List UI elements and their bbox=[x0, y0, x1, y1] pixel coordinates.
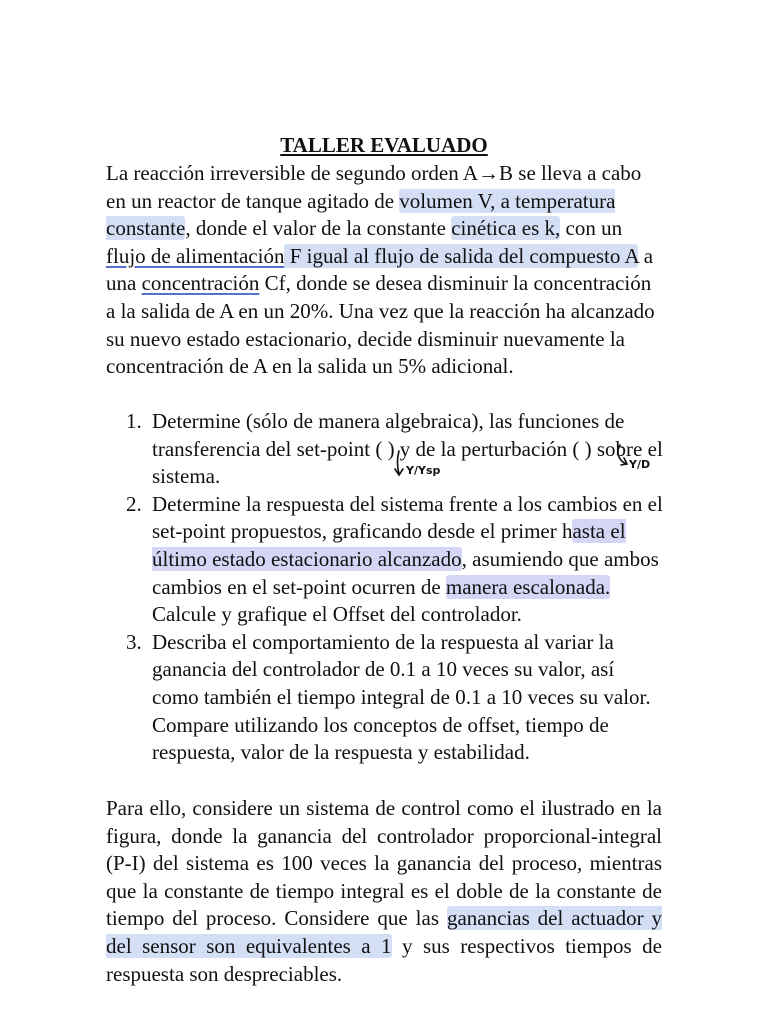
intro-highlight-volume: volumen V, a temperatura constante bbox=[106, 188, 616, 241]
intro-text-5: Cf, donde se desea disminuir la concentración a la salida de A en un 20%. Una vez que la reacción ha alcanzado su nuevo estado estacionario, decide disminuir nuevamente la concentración de A en la salida un 5% adicional. bbox=[106, 271, 655, 379]
arrow-down-icon bbox=[392, 450, 406, 478]
task-list bbox=[106, 408, 666, 767]
arrow-curve-icon bbox=[614, 444, 630, 470]
list-number: 2. bbox=[126, 491, 142, 516]
list-item-text: Determine (sólo de manera algebraica), las funciones de transferencia del set-point ( ) y de la perturbación ( ) sobre el sistema. bbox=[152, 409, 663, 489]
list-item-text-2: , asumiendo que ambos cambios en el set-point ocurren de bbox=[152, 546, 659, 599]
annotation-disturbance-label: Y/D bbox=[629, 458, 651, 471]
intro-text-2: , donde el valor de la constante bbox=[185, 216, 452, 241]
list-item-2 bbox=[106, 491, 666, 629]
intro-paragraph bbox=[106, 160, 662, 381]
document-title: TALLER EVALUADO bbox=[280, 133, 488, 157]
intro-highlight-outflow: F igual al flujo de salida del compuesto A bbox=[284, 243, 639, 268]
intro-text-3: con un bbox=[560, 216, 623, 241]
list-item-highlight-step: manera escalonada. bbox=[445, 574, 611, 599]
intro-text-1: La reacción irreversible de segundo orden A→B se lleva a cabo en un reactor de tanque agitado de bbox=[106, 161, 642, 213]
list-number: 1. bbox=[126, 409, 142, 433]
list-item-3 bbox=[106, 629, 666, 767]
intro-highlight-kinetic: cinética es k, bbox=[451, 216, 561, 241]
intro-underline-concentration: concentración bbox=[141, 271, 260, 296]
intro-underline-feed-flow: flujo de alimentación bbox=[106, 243, 285, 268]
list-item-highlight-steady-state: asta el último estado estacionario alcanzado bbox=[152, 519, 626, 571]
annotation-setpoint-label: Y/Ysp bbox=[406, 464, 441, 477]
annotation-setpoint bbox=[392, 450, 441, 478]
list-item-text-3: Calcule y grafique el Offset del controlador. bbox=[152, 602, 522, 627]
intro-text-4: a una bbox=[106, 243, 654, 296]
closing-text-1: Para ello, considere un sistema de control como el ilustrado en la figura, donde la ganancia del controlador proporcional-integral (P-I) del sistema es 100 veces la ganancia del proceso, mientras que la constante de tiempo integral es el doble de la constante de tiempo del proceso. Considere que las bbox=[106, 796, 662, 931]
list-item-1 bbox=[106, 408, 666, 491]
list-item-text: Describa el comportamiento de la respuesta al variar la ganancia del controlador de 0.1 a 10 veces su valor, así como también el tiempo integral de 0.1 a 10 veces su valor. Compare utilizando los conceptos de offset, tiempo de respuesta, valor de la respuesta y estabilidad. bbox=[152, 629, 651, 765]
closing-text-2: y sus respectivos tiempos de respuesta son despreciables. bbox=[106, 933, 662, 986]
closing-highlight-gains: ganancias del actuador y del sensor son equivalentes a 1 bbox=[106, 906, 662, 958]
annotation-disturbance bbox=[614, 444, 651, 471]
closing-paragraph bbox=[106, 795, 662, 988]
list-number: 3. bbox=[126, 629, 142, 654]
list-item-text-1: Determine la respuesta del sistema frente a los cambios en el set-point propuestos, graficando desde el primer h bbox=[152, 491, 663, 544]
